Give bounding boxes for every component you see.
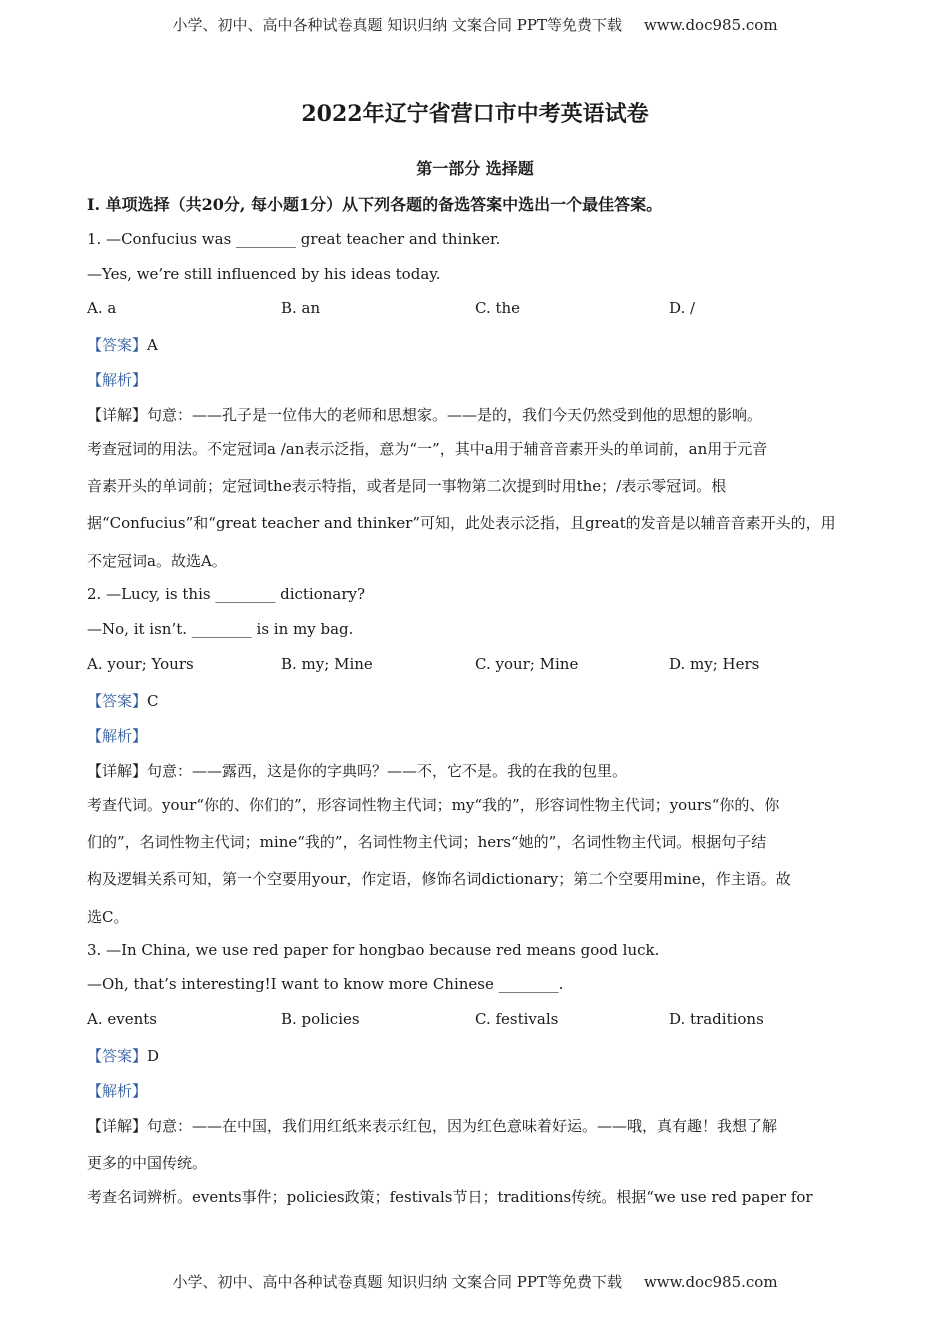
q3-detail-line: 更多的中国传统。	[87, 1154, 208, 1172]
answer-value: C	[147, 692, 159, 710]
q1-answer	[87, 334, 158, 355]
q3-stem-line-2: —Oh, that’s interesting!I want to know more Chinese ________.	[87, 975, 564, 993]
q2-detail-line: 选C。	[87, 908, 129, 926]
q3-detail-line: 考查名词辨析。events事件；policies政策；festivals节日；traditions传统。根据“we use red paper for	[87, 1188, 813, 1206]
answer-value: D	[147, 1047, 160, 1065]
section-heading: I. 单项选择（共20分, 每小题1分）从下列各题的备选答案中选出一个最佳答案。	[87, 195, 663, 214]
q1-detail-line: 据“Confucius”和“great teacher and thinker”可知，此处表示泛指，且great的发音是以辅音音素开头的，用	[87, 514, 836, 532]
q3-answer	[87, 1045, 159, 1066]
q1-detail-line: 不定冠词a。故选A。	[87, 552, 227, 570]
q3-detail-line: 【详解】句意：——在中国，我们用红纸来表示红包，因为红色意味着好运。——哦，真有趣！我想了解	[87, 1117, 778, 1135]
q2-option-c: C. your; Mine	[475, 655, 579, 673]
q2-answer	[87, 690, 159, 711]
q3-option-d: D. traditions	[669, 1010, 764, 1028]
header-url[interactable]: www.doc985.com	[643, 16, 778, 34]
q3-analysis-label: 【解析】	[87, 1082, 148, 1100]
q1-analysis-label: 【解析】	[87, 371, 148, 389]
q3-option-b: B. policies	[281, 1010, 360, 1028]
answer-label: 【答案】	[87, 1047, 148, 1065]
q1-option-a: A. a	[87, 299, 117, 317]
q1-detail-line: 考查冠词的用法。不定冠词a /an表示泛指，意为“一”，其中a用于辅音音素开头的单词前，an用于元音	[87, 440, 768, 458]
q2-detail-line: 考查代词。your“你的、你们的”，形容词性物主代词；my“我的”，形容词性物主代词；yours“你的、你	[87, 796, 780, 814]
q1-stem-line-1: 1. —Confucius was ________ great teacher and thinker.	[87, 230, 501, 248]
q2-option-a: A. your; Yours	[87, 655, 194, 673]
q1-option-d: D. /	[669, 299, 696, 317]
q2-stem-line-1: 2. —Lucy, is this ________ dictionary?	[87, 585, 366, 603]
footer-text: 小学、初中、高中各种试卷真题 知识归纳 文案合同 PPT等免费下载	[172, 1273, 622, 1291]
q3-option-c: C. festivals	[475, 1010, 559, 1028]
part-heading: 第一部分 选择题	[416, 159, 534, 178]
header-text: 小学、初中、高中各种试卷真题 知识归纳 文案合同 PPT等免费下载	[172, 16, 622, 34]
q1-option-b: B. an	[281, 299, 321, 317]
answer-label: 【答案】	[87, 336, 148, 354]
q3-option-a: A. events	[87, 1010, 157, 1028]
page-title: 2022年辽宁省营口市中考英语试卷	[301, 101, 649, 127]
q1-option-c: C. the	[475, 299, 521, 317]
footer-url[interactable]: www.doc985.com	[643, 1273, 778, 1291]
q2-detail-line: 【详解】句意：——露西，这是你的字典吗？——不，它不是。我的在我的包里。	[87, 762, 628, 780]
q1-stem-line-2: —Yes, we’re still influenced by his ideas today.	[87, 265, 441, 283]
answer-value: A	[147, 336, 158, 354]
q1-detail-line: 【详解】句意：——孔子是一位伟大的老师和思想家。——是的，我们今天仍然受到他的思想的影响。	[87, 406, 763, 424]
page-footer	[0, 1271, 950, 1292]
q3-stem-line-1: 3. —In China, we use red paper for hongbao because red means good luck.	[87, 941, 660, 959]
q2-detail-line: 们的”，名词性物主代词；mine“我的”，名词性物主代词；hers“她的”，名词性物主代词。根据句子结	[87, 833, 767, 851]
answer-label: 【答案】	[87, 692, 148, 710]
q1-detail-line: 音素开头的单词前；定冠词the表示特指，或者是同一事物第二次提到时用the；/表示零冠词。根	[87, 477, 727, 495]
q2-stem-line-2: —No, it isn’t. ________ is in my bag.	[87, 620, 354, 638]
q2-analysis-label: 【解析】	[87, 727, 148, 745]
q2-detail-line: 构及逻辑关系可知，第一个空要用your，作定语，修饰名词dictionary；第二个空要用mine，作主语。故	[87, 870, 791, 888]
page-header	[0, 14, 950, 35]
q2-option-b: B. my; Mine	[281, 655, 373, 673]
q2-option-d: D. my; Hers	[669, 655, 760, 673]
